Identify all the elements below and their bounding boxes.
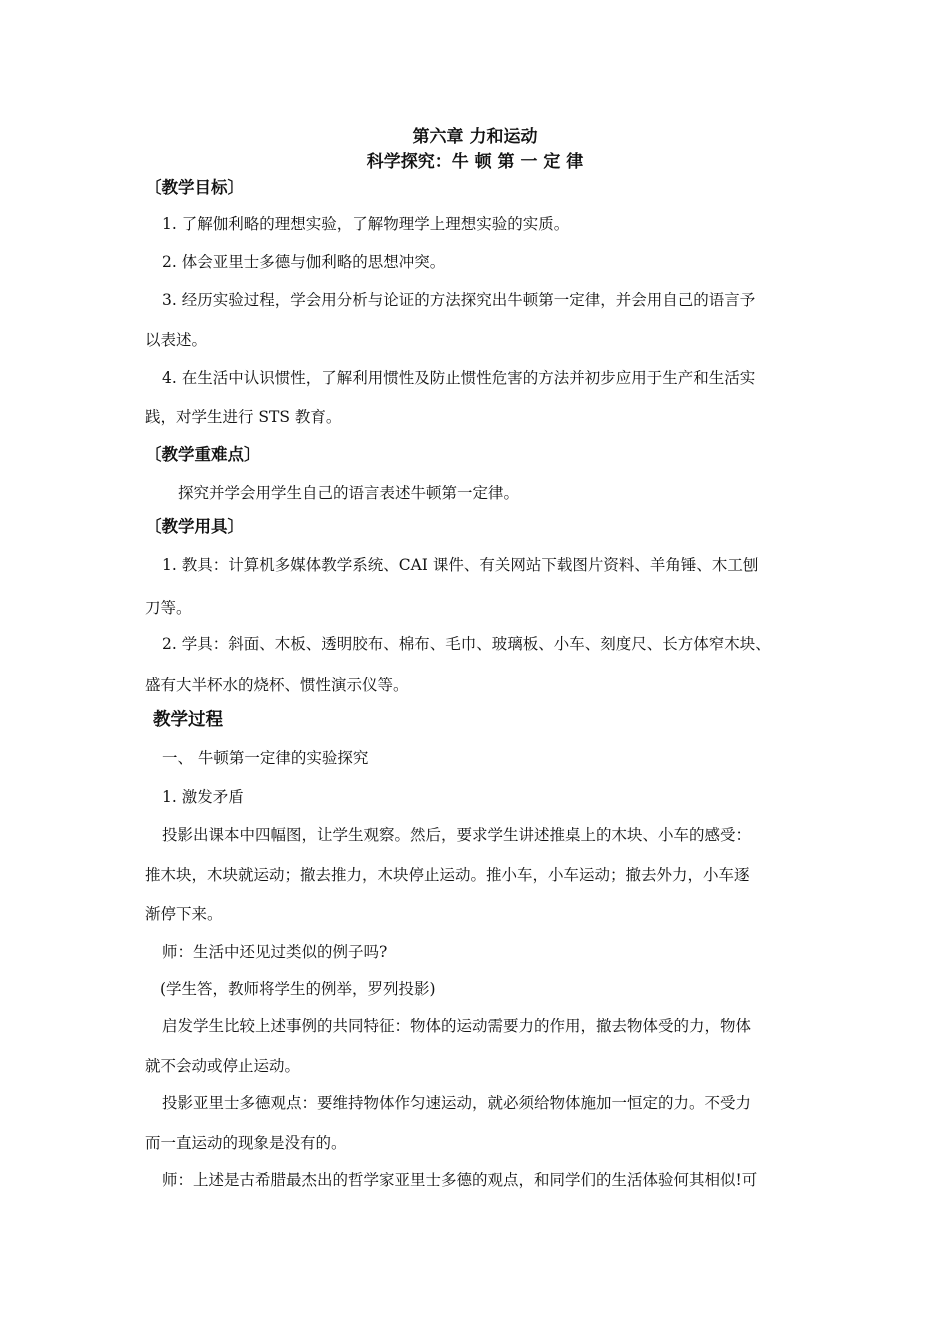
objective-item-4-line-2: 践，对学生进行 STS 教育。: [145, 408, 342, 426]
objective-item-4-line-1: 4. 在生活中认识惯性，了解利用惯性及防止惯性危害的方法并初步应用于生产和生活实: [162, 369, 756, 387]
tools-item-1-line-1: 1. 教具：计算机多媒体教学系统、CAI 课件、有关网站下载图片资料、羊角锤、木工刨: [162, 556, 759, 574]
process-heading: 教学过程: [153, 710, 223, 730]
paragraph-5-line-1: 投影亚里士多德观点：要维持物体作匀速运动，就必须给物体施加一恒定的力。不受力: [162, 1094, 752, 1112]
objective-item-1: 1. 了解伽利略的理想实验，了解物理学上理想实验的实质。: [162, 215, 570, 233]
chapter-title: 第六章 力和运动: [412, 127, 538, 147]
paragraph-1-line-3: 渐停下来。: [145, 905, 223, 923]
objective-item-3-line-2: 以表述。: [145, 331, 208, 349]
key-points-text: 探究并学会用学生自己的语言表述牛顿第一定律。: [178, 484, 520, 502]
process-step-1: 1. 激发矛盾: [162, 788, 244, 806]
paragraph-1-line-2: 推木块，木块就运动；撤去推力，木块停止运动。推小车，小车运动；撤去外力，小车逐: [145, 866, 750, 884]
paragraph-3: (学生答，教师将学生的例举，罗列投影): [160, 980, 436, 998]
paragraph-5-line-2: 而一直运动的现象是没有的。: [145, 1134, 347, 1152]
tools-heading: 〔教学用具〕: [145, 517, 244, 536]
objective-item-2: 2. 体会亚里士多德与伽利略的思想冲突。: [162, 253, 446, 271]
paragraph-1-line-1: 投影出课本中四幅图，让学生观察。然后，要求学生讲述推桌上的木块、小车的感受：: [162, 826, 752, 844]
objectives-heading: 〔教学目标〕: [145, 178, 244, 197]
key-points-heading: 〔教学重难点〕: [145, 445, 261, 464]
paragraph-6-line-1: 师：上述是古希腊最杰出的哲学家亚里士多德的观点，和同学们的生活体验何其相似!可: [162, 1171, 758, 1189]
paragraph-2: 师：生活中还见过类似的例子吗?: [162, 943, 388, 961]
tools-item-2-line-2: 盛有大半杯水的烧杯、惯性演示仪等。: [145, 676, 409, 694]
tools-item-2-line-1: 2. 学具：斜面、木板、透明胶布、棉布、毛巾、玻璃板、小车、刻度尺、长方体窄木块、: [162, 635, 771, 653]
objective-item-3-line-1: 3. 经历实验过程，学会用分析与论证的方法探究出牛顿第一定律，并会用自己的语言予: [162, 291, 756, 309]
process-part-1: 一、 牛顿第一定律的实验探究: [162, 749, 369, 767]
paragraph-4-line-1: 启发学生比较上述事例的共同特征：物体的运动需要力的作用，撤去物体受的力，物体: [162, 1017, 752, 1035]
tools-item-1-line-2: 刀等。: [145, 599, 192, 617]
paragraph-4-line-2: 就不会动或停止运动。: [145, 1057, 301, 1075]
lesson-title: 科学探究：牛 顿 第 一 定 律: [366, 152, 584, 172]
